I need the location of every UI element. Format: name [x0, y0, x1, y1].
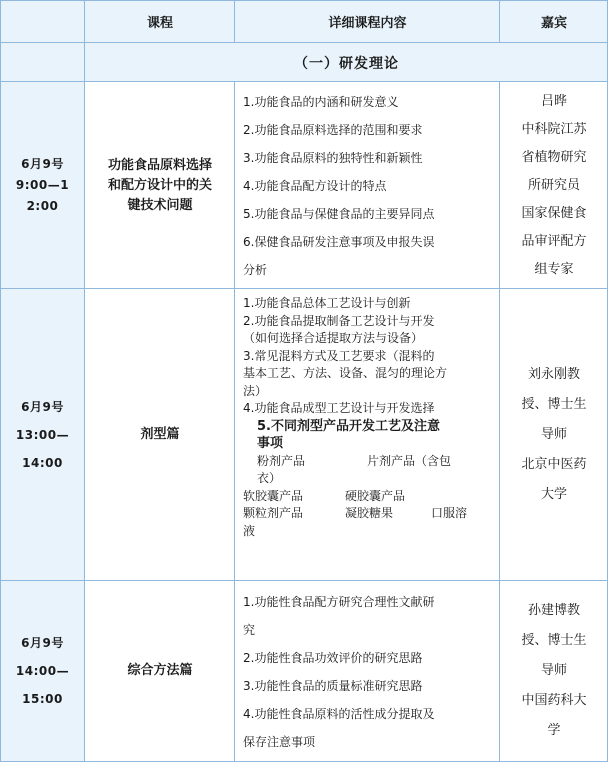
- section-title: （一）研发理论: [85, 43, 608, 82]
- content-line: （如何选择合适提取方法与设备）: [243, 331, 424, 345]
- guest-line: 导师: [540, 663, 567, 678]
- guest-line: 中国药科大: [521, 693, 587, 708]
- row-3-course: [85, 581, 235, 761]
- time-line: 6月9号: [21, 636, 64, 650]
- guest-line: 刘永刚教: [527, 367, 580, 382]
- content-line: 6.保健食品研发注意事项及申报失误: [243, 235, 435, 249]
- time-line: 6月9号: [21, 157, 64, 171]
- content-line: 1.功能性食品配方研究合理性文献研: [243, 595, 435, 609]
- content-line: [243, 505, 494, 523]
- row-1-content: [235, 82, 500, 289]
- course-line: 剂型篇: [140, 427, 180, 442]
- time-line: 15:00: [22, 692, 63, 706]
- table-border: [0, 580, 608, 581]
- course-line: 和配方设计中的关: [107, 177, 212, 193]
- content-line: 3.功能食品原料的独特性和新颖性: [243, 151, 423, 165]
- content-line: [243, 488, 494, 506]
- guest-line: 吕晔: [540, 93, 567, 109]
- content-line: 4.功能食品成型工艺设计与开发选择: [243, 401, 435, 415]
- guest-line: 省植物研究: [521, 149, 587, 165]
- content-line: 究: [243, 623, 256, 637]
- product-item: 口服溶: [431, 506, 468, 520]
- content-line: 2.功能性食品功效评价的研究思路: [243, 651, 423, 665]
- row-3-content: [235, 581, 500, 761]
- table-border: [0, 42, 608, 43]
- time-line: 13:00—: [15, 428, 70, 442]
- content-line: [243, 453, 494, 471]
- product-item: 软胶囊产品: [243, 488, 304, 503]
- content-line: 1.功能食品的内涵和研发意义: [243, 95, 399, 109]
- time-line: 6月9号: [21, 400, 64, 414]
- content-line: 分析: [243, 263, 268, 277]
- time-line: 14:00: [22, 456, 63, 470]
- content-line: 1.功能食品总体工艺设计与创新: [243, 296, 411, 310]
- content-line: 4.功能食品配方设计的特点: [243, 179, 387, 193]
- table-border: [84, 0, 85, 762]
- content-line: 5.不同剂型产品开发工艺及注意: [257, 418, 440, 434]
- table-border: [234, 81, 235, 762]
- product-item: 凝胶糖果: [345, 506, 394, 520]
- table-border: [499, 0, 500, 43]
- time-line: 9:00—1: [15, 178, 70, 192]
- row-1-time: [0, 82, 85, 289]
- row-2-course: [85, 289, 235, 581]
- table-border: [0, 0, 1, 762]
- content-line: 3.功能性食品的质量标准研究思路: [243, 679, 423, 693]
- row-2-guest: [500, 289, 608, 581]
- guest-line: 授、博士生: [521, 633, 587, 648]
- product-item: 粉剂产品: [257, 453, 306, 468]
- time-line: 2:00: [26, 199, 59, 213]
- guest-line: 国家保健食: [521, 205, 587, 221]
- header-guest: 嘉宾: [500, 0, 608, 43]
- guest-line: 北京中医药: [521, 457, 587, 472]
- content-line: 保存注意事项: [243, 735, 316, 749]
- section-blank-cell: [0, 43, 85, 82]
- product-item: 片剂产品（含包: [367, 453, 452, 468]
- content-line: 法）: [243, 383, 268, 398]
- guest-line: 孙建博教: [527, 603, 580, 618]
- guest-line: 所研究员: [527, 177, 580, 193]
- time-line: 14:00—: [15, 664, 70, 678]
- course-line: 键技术问题: [127, 197, 193, 213]
- table-border: [234, 0, 235, 43]
- row-1-guest: [500, 82, 608, 289]
- content-line: 衣）: [257, 471, 282, 485]
- product-item: 颗粒剂产品: [243, 506, 304, 520]
- content-line: 2.功能食品原料选择的范围和要求: [243, 123, 423, 137]
- guest-line: 导师: [540, 427, 567, 442]
- content-line: 4.功能性食品原料的活性成分提取及: [243, 707, 435, 721]
- content-line: 事项: [257, 436, 284, 451]
- table-border: [0, 761, 608, 762]
- header-content: 详细课程内容: [235, 0, 500, 43]
- row-1-course: [85, 82, 235, 289]
- row-3-guest: [500, 581, 608, 761]
- content-line: 5.功能食品与保健食品的主要异同点: [243, 207, 435, 221]
- table-border: [0, 288, 608, 289]
- row-3-time: [0, 581, 85, 761]
- guest-line: 授、博士生: [521, 397, 587, 412]
- content-line: 3.常见混料方式及工艺要求（混料的: [243, 348, 435, 363]
- row-2-time: [0, 289, 85, 581]
- table-border: [0, 0, 608, 1]
- content-line: 2.功能食品提取制备工艺设计与开发: [243, 313, 435, 328]
- guest-line: 学: [547, 723, 561, 738]
- table-border: [0, 81, 608, 82]
- header-blank-cell: [0, 0, 85, 43]
- guest-line: 品审评配方: [521, 233, 587, 249]
- content-line: 液: [243, 523, 256, 538]
- guest-line: 大学: [540, 487, 567, 502]
- course-line: 功能食品原料选择: [107, 157, 212, 173]
- guest-line: 中科院江苏: [521, 121, 587, 137]
- course-line: 综合方法篇: [127, 663, 193, 678]
- row-2-content: [235, 289, 500, 581]
- header-course: 课程: [85, 0, 235, 43]
- table-border: [499, 81, 500, 762]
- product-item: 硬胶囊产品: [345, 488, 406, 503]
- guest-line: 组专家: [534, 261, 574, 277]
- content-line: 基本工艺、方法、设备、混匀的理论方: [243, 366, 448, 380]
